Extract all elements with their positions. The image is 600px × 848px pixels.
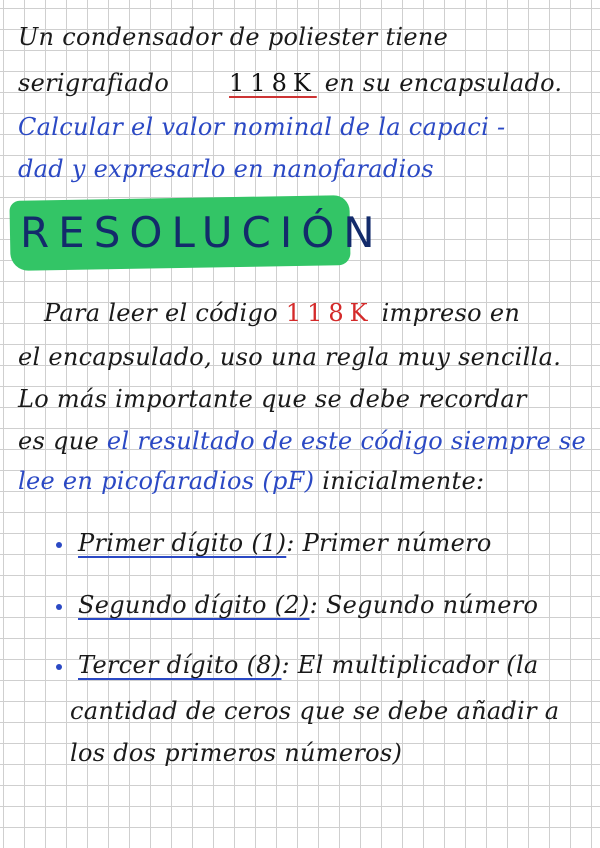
problem-text: en su encapsulado.: [324, 69, 563, 97]
explanation-line-5: [18, 466, 582, 496]
problem-text: serigrafiado: [18, 69, 170, 97]
bullet-text: : Primer número: [286, 529, 492, 557]
task-text: Calcular el valor nominal de la capaci -: [18, 113, 506, 141]
capacitor-code-red: 118K: [285, 299, 374, 327]
section-heading: RESOLUCIÓN: [20, 208, 384, 257]
explanation-text: Para leer el código: [44, 299, 278, 327]
task-text: dad y expresarlo en nanofaradios: [18, 155, 434, 183]
problem-line-2: [18, 68, 582, 98]
capacitor-code: 118K: [229, 69, 317, 97]
explanation-text: el encapsulado, uso una regla muy sencilla.: [18, 343, 562, 371]
explanation-line-4: [18, 426, 587, 456]
bullet-item-2: [56, 590, 582, 620]
explanation-line-3: [18, 384, 582, 414]
bullet-text: cantidad de ceros que se debe añadir a: [70, 697, 560, 725]
bullet-3-continuation-2: [70, 738, 582, 768]
explanation-line-2: [18, 342, 582, 372]
explanation-text: Lo más importante que se debe recordar: [18, 385, 527, 413]
bullet-text: los dos primeros números): [70, 739, 403, 767]
bullet-title: Primer dígito (1): [78, 529, 287, 557]
explanation-text: impreso en: [381, 299, 521, 327]
problem-text: Un condensador de poliester tiene: [18, 23, 449, 51]
bullet-text: : Segundo número: [309, 591, 539, 619]
problem-line-1: [18, 22, 582, 52]
bullet-title: Segundo dígito (2): [78, 591, 310, 619]
explanation-line-1: [18, 298, 582, 328]
bullet-dot-icon: [56, 604, 62, 610]
bullet-3-continuation-1: [70, 696, 582, 726]
bullet-dot-icon: [56, 542, 62, 548]
bullet-title: Tercer dígito (8): [78, 651, 282, 679]
problem-line-4: [18, 154, 582, 184]
explanation-text: inicialmente:: [322, 467, 485, 495]
bullet-item-1: [56, 528, 582, 558]
bullet-item-3: [56, 650, 582, 680]
bullet-text: : El multiplicador (la: [281, 651, 539, 679]
explanation-text: es que: [18, 427, 99, 455]
problem-line-3: [18, 112, 582, 142]
explanation-highlight-text: el resultado de este código siempre se: [106, 427, 587, 455]
bullet-dot-icon: [56, 664, 62, 670]
explanation-highlight-text: lee en picofaradios (pF): [18, 467, 315, 495]
